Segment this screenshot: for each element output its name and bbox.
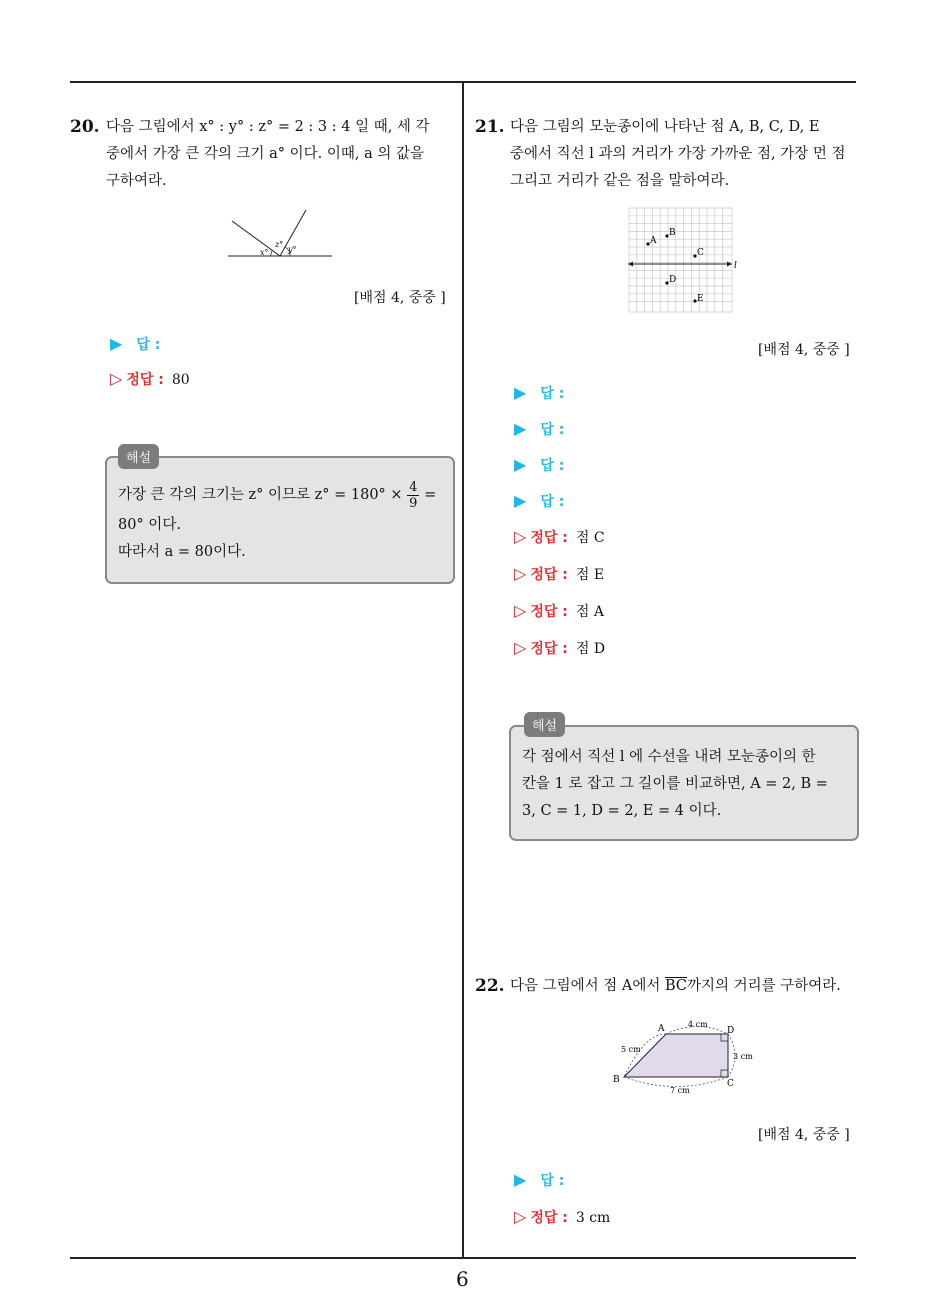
trapezoid-figure [608,1016,760,1098]
answer-label: 답 : [540,458,565,474]
question-line: 다음 그림에서 x° : y° : z° = 2 : 3 : 4 일 때, 세 각 [106,119,430,135]
open-triangle-icon: ▷ [514,638,527,657]
question-number: 20. [70,117,100,137]
open-triangle-icon: ▷ [514,601,527,620]
score-label: [배점 4, 중중 ] [354,290,446,306]
answer-row[interactable] [514,491,564,511]
vertex-a-label: A [658,1024,665,1034]
point-b-label: B [669,228,676,238]
explanation-tag: 해설 [524,712,565,737]
answer-label: 답 : [540,386,565,402]
open-triangle-icon: ▷ [514,527,527,546]
answer-row[interactable] [514,383,564,403]
question-line: 구하여라. [106,173,167,189]
vertex-d-label: D [727,1026,735,1036]
question-line: 중에서 직선 l 과의 거리가 가장 가까운 점, 가장 먼 점 [510,146,846,162]
page-number: 6 [456,1267,469,1291]
answer-row[interactable] [514,419,564,439]
question-text [106,114,456,195]
segment-bc: $\overline{BC}$ [664,978,688,994]
answer-label: 답 : [540,494,565,510]
question-line: 중에서 가장 큰 각의 크기 a° 이다. 이때, a 의 값을 [106,146,424,162]
correct-answer-row [514,638,605,658]
explanation-line: 80° 이다. [118,517,181,533]
correct-answer-row [514,527,605,547]
vertex-b-label: B [613,1075,620,1085]
side-left-label: 5 cm [621,1045,641,1054]
correct-label: 정답 : [530,604,568,620]
question-text [510,114,860,195]
open-triangle-icon: ▷ [514,1207,527,1226]
question-text: 다음 그림에서 점 A에서 $\overline{BC}$까지의 거리를 구하여라. [510,978,841,994]
play-icon: ▶ [514,491,527,510]
correct-value: 점 A [575,604,604,620]
explanation-line: 칸을 1 로 잡고 그 길이를 비교하면, A = 2, B = [522,776,828,792]
vertex-c-label: C [727,1079,734,1089]
correct-value: 점 C [575,530,605,546]
point-a-label: A [650,236,657,246]
correct-answer-row [514,601,604,621]
play-icon: ▶ [514,383,527,402]
play-icon: ▶ [514,1170,527,1189]
side-top-label: 4 cm [688,1020,708,1029]
question-line: 다음 그림의 모눈종이에 나타난 점 A, B, C, D, E [510,119,820,135]
score-label: [배점 4, 중중 ] [758,342,850,358]
explanation-text [522,744,848,825]
correct-answer-row [110,369,190,389]
correct-label: 정답 : [530,641,568,657]
answer-row[interactable] [110,334,160,354]
column-divider [462,81,464,1258]
point-e-label: E [697,294,704,304]
angle-figure [222,205,338,261]
answer-label: 답 : [540,1173,565,1189]
question-number: 22. [475,976,505,996]
line-l-label: l [734,261,737,271]
correct-label: 정답 : [530,567,568,583]
correct-label: 정답 : [126,372,164,388]
correct-value: 점 D [575,641,606,657]
play-icon: ▶ [110,334,123,353]
point-c-label: C [697,248,704,258]
label-y: y° [288,245,297,254]
explanation-line: 가장 큰 각의 크기는 z° 이므로 z° = 180° × $\frac{4}{9}$ = [118,479,437,511]
correct-value: 3 cm [575,1210,611,1226]
correct-value: 80 [171,372,190,388]
side-right-label: 3 cm [733,1052,753,1061]
correct-label: 정답 : [530,1210,568,1226]
correct-value: 점 E [575,567,605,583]
explanation-line: 각 점에서 직선 l 에 수선을 내려 모눈종이의 한 [522,749,816,765]
explanation-text [118,478,444,566]
question-number: 21. [475,117,505,137]
correct-answer-row [514,564,604,584]
grid-figure [624,205,744,315]
explanation-line: 따라서 a = 80이다. [118,544,246,560]
point-d-label: D [669,275,677,285]
label-z: z° [275,240,284,249]
open-triangle-icon: ▷ [514,564,527,583]
play-icon: ▶ [514,419,527,438]
side-bottom-label: 7 cm [670,1086,690,1095]
answer-row[interactable] [514,1170,564,1190]
score-label: [배점 4, 중중 ] [758,1127,850,1143]
question-line: 그리고 거리가 같은 점을 말하여라. [510,173,730,189]
correct-label: 정답 : [530,530,568,546]
play-icon: ▶ [514,455,527,474]
fraction: $\frac{4}{9}$ [409,479,418,511]
answer-label: 답 : [540,422,565,438]
label-x: x° [260,248,269,257]
open-triangle-icon: ▷ [110,369,123,388]
answer-label: 답 : [136,337,161,353]
correct-answer-row [514,1207,610,1227]
explanation-line: 3, C = 1, D = 2, E = 4 이다. [522,803,722,819]
answer-row[interactable] [514,455,564,475]
explanation-tag: 해설 [118,444,159,469]
